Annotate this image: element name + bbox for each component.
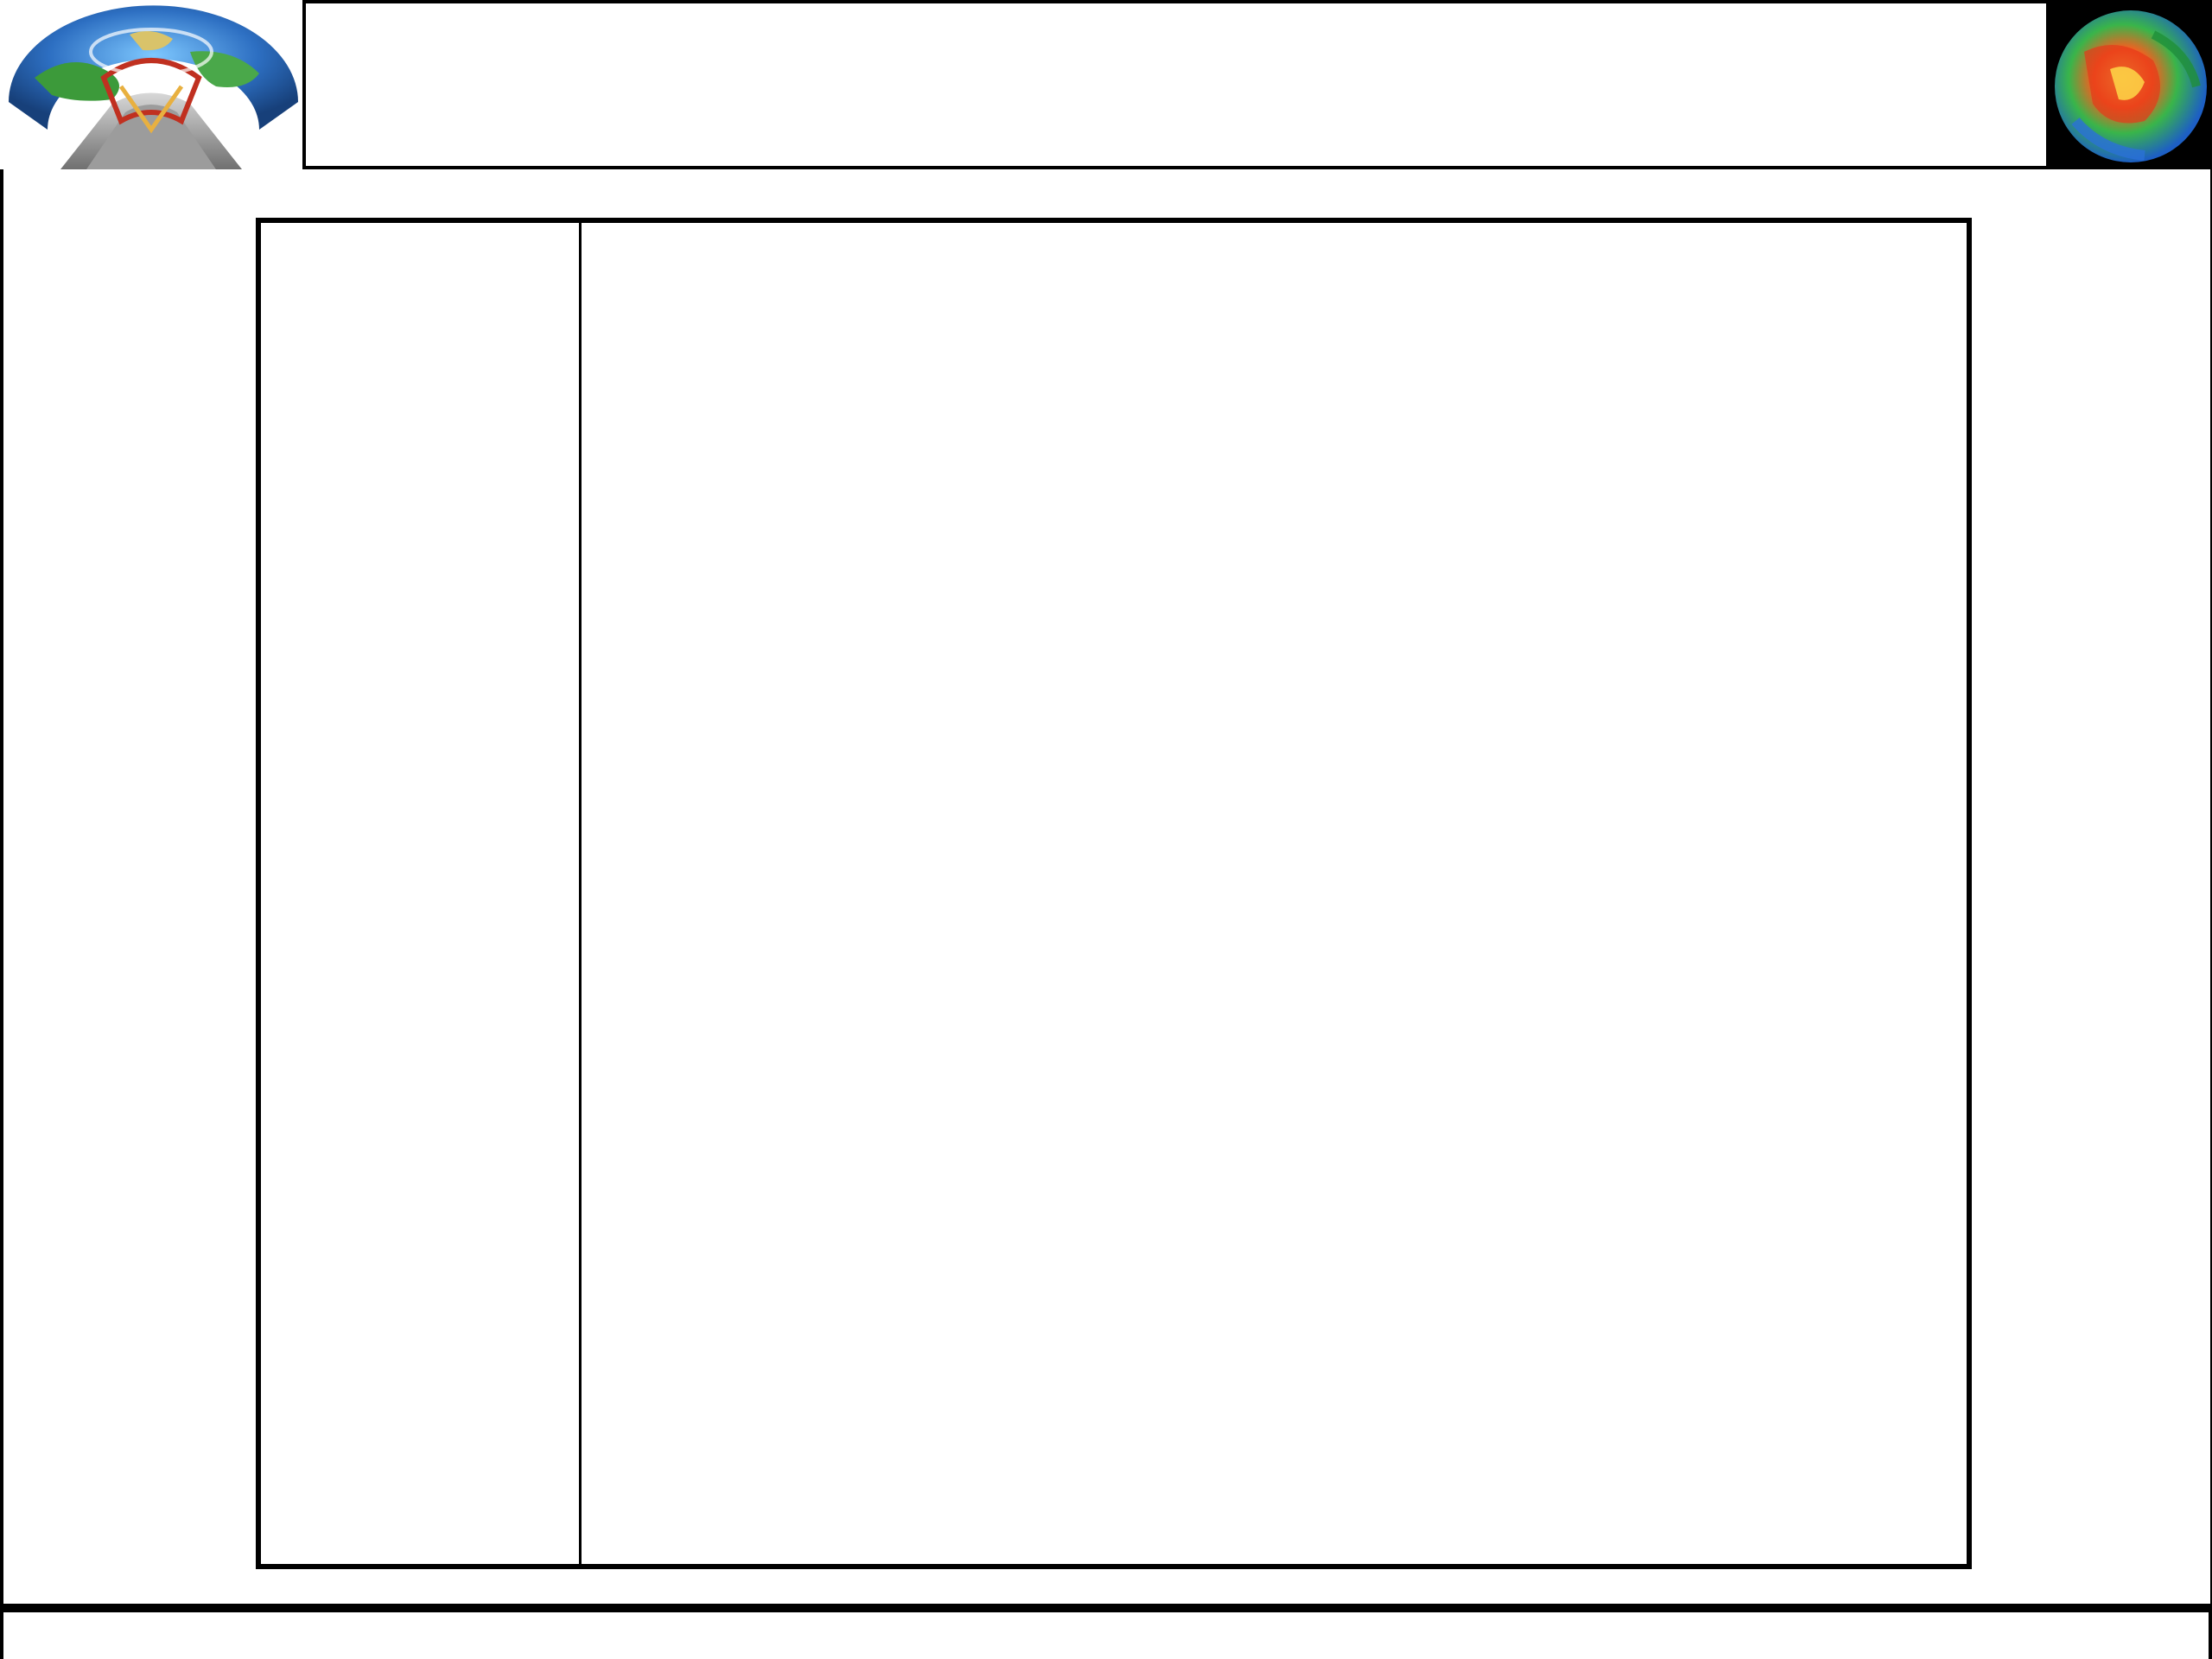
slide-header (0, 0, 2212, 169)
slide-footer (0, 1604, 2212, 1659)
seismic-fan-logo (0, 0, 302, 169)
footer-bar (3, 1612, 2209, 1659)
title-box (306, 3, 2046, 166)
column-divider (579, 223, 582, 1564)
milestones-table (256, 218, 1972, 1569)
globe-tomography-logo (2050, 0, 2212, 169)
